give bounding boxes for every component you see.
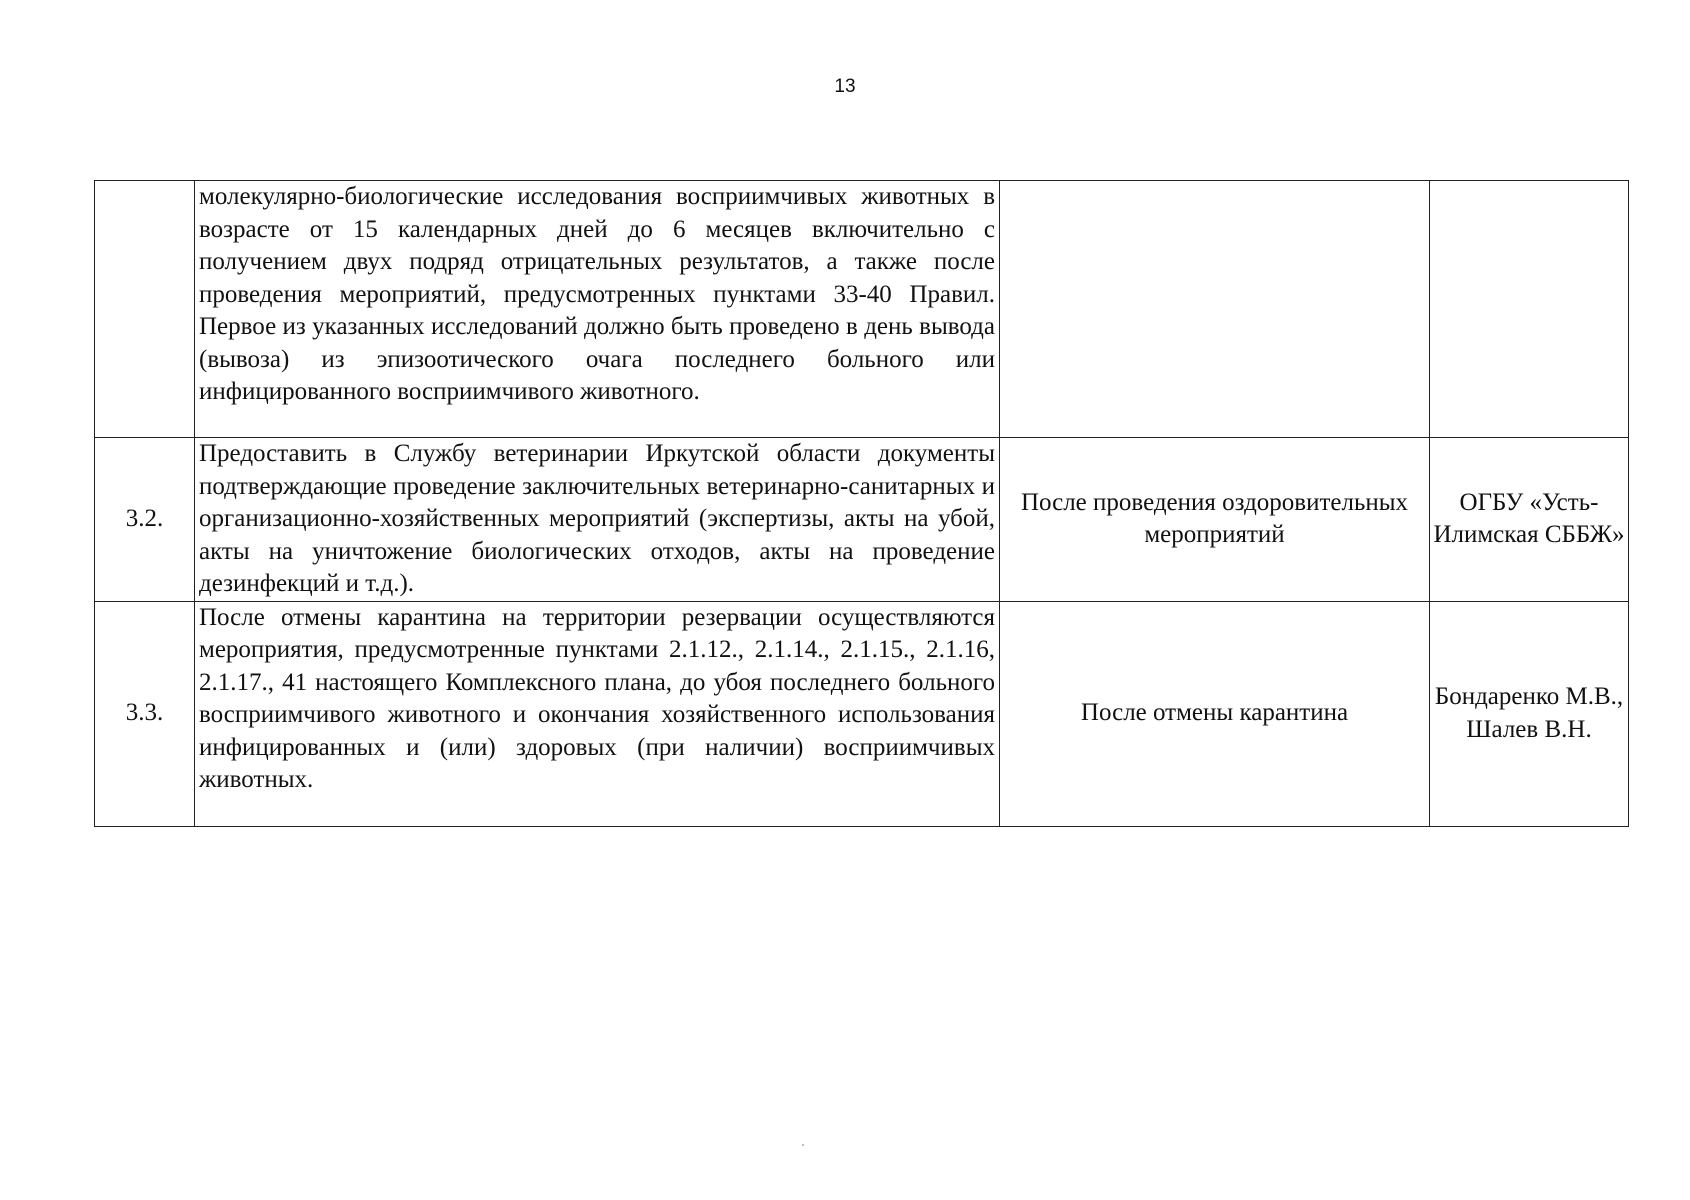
term-cell: После отмены карантина [1000, 601, 1430, 826]
measure-text-cell: Предоставить в Службу ветеринарии Иркутской области документы подтверждающие проведение заключительных ветеринарно-санитарных и организационно-хозяйственных мероприятий (экспертизы, акты на убой, акты на уничтожение биологических отходов, акты на проведение дезинфекций и т.д.). [195, 438, 1000, 602]
term-cell [1000, 181, 1430, 438]
responsible-cell: Бондаренко М.В., Шалев В.Н. [1430, 601, 1629, 826]
term-cell: После проведения оздоровительных мероприятий [1000, 438, 1430, 602]
table-row-3-2 [95, 438, 1629, 602]
table-row-3-3 [95, 601, 1629, 826]
item-number-cell: 3.2. [95, 438, 195, 602]
page-number: 13 [834, 76, 856, 97]
responsible-cell: ОГБУ «Усть-Илимская СББЖ» [1430, 438, 1629, 602]
responsible-cell [1430, 181, 1629, 438]
item-number-cell [95, 181, 195, 438]
measure-text-cell: молекулярно-биологические исследования восприимчивых животных в возрасте от 15 календарных дней до 6 месяцев включительно с получением двух подряд отрицательных результатов, а также после проведения мероприятий, предусмотренных пунктами 33-40 Правил. Первое из указанных исследований должно быть проведено в день вывода (вывоза) из эпизоотического очага последнего больного или инфицированного восприимчивого животного. [195, 181, 1000, 438]
scan-speck [802, 1144, 804, 1146]
plan-table [94, 180, 1629, 827]
measure-text-cell: После отмены карантина на территории резервации осуществляются мероприятия, предусмотренные пунктами 2.1.12., 2.1.14., 2.1.15., 2.1.16, 2.1.17., 41 настоящего Комплексного плана, до убоя последнего больного восприимчивого животного и окончания хозяйственного использования инфицированных и (или) здоровых (при наличии) восприимчивых животных. [195, 601, 1000, 826]
item-number-cell: 3.3. [95, 601, 195, 826]
table-row-continuation [95, 181, 1629, 438]
